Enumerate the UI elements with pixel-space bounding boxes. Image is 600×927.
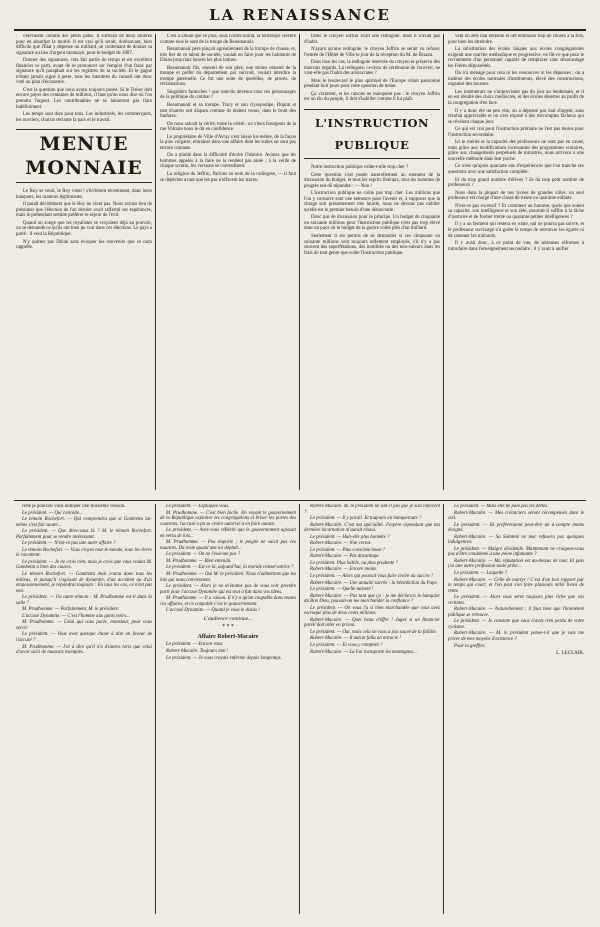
dialogue-line: L'accusé Dynamite. — Quand je vous le disais !	[166, 608, 260, 614]
dialogue-line: Le président. — Je constate que vous n'avez rien perdu de votre cynisme.	[448, 619, 584, 630]
paragraph: La religion du Jeffrin, Parlons au nom de la rodingote, — il faut se dépêcher avant que les pas n'effacent les traces.	[160, 172, 296, 183]
column-divider	[299, 504, 300, 914]
dialogue-line: Robert-Macaire. — La Foi transporte les montagnes...	[310, 649, 417, 655]
paragraph: Quand on songe que les royalistes se croyaient déjà au pouvoir, on se demande ce qu'ils ont bien pu voir dans ces élections. Le pays a parlé : il veut la République.	[16, 220, 152, 238]
dialogue-line: Le président. — Un autre témoin : M. Prudhomme est-il dans la salle ?	[16, 595, 152, 606]
paragraph: Le propriétaire de Ville d'Avray s'est laissé lui-même, de la façon la plus vulgaire, entraîner dans une affaire dont les suites ne sont pas encore connues.	[160, 134, 296, 151]
paragraph: La substitution des écoles laïques aux écoles congréganistes exigeait une marche méthodique et progressive, ne fût-ce que pour le recrutement d'un personnel capable de remplacer sans désavantage les Frères dépossédés.	[448, 47, 584, 69]
dialogue-line: Robert-Macaire. — Il aurait fallu un miracle !	[310, 636, 401, 642]
dialogue-column-3	[304, 504, 440, 919]
dialogue-line: M. Prudhomme. — J'ai à dire qu'il n'a d'autres torts que celui d'avoir suivi de mauvais exemples.	[16, 644, 152, 656]
paragraph: Ce qui est vrai pour l'instruction primaire ne l'est pas moins pour l'instruction secondaire.	[448, 127, 584, 138]
dialogue-line: Le président. — Laquelle ?	[454, 571, 508, 577]
dialogue-line: Le président. — Je ne crois rien, mais je crois que vous voulez M. Gambetta à bien des causes.	[16, 559, 152, 571]
dialogue-line: Robert-Macaire. — Celle de martyr ! C'est d'un bon rapport par le temps qui court, et l'on peut s'en faire plusieurs mille livres de rente.	[448, 577, 584, 594]
dialogue-line: Le président. — Quelle naïveté !	[310, 587, 374, 593]
dialogue-line: Le témoin Rochefort. — Gambetta était connu dans tous les milieux, et puisqu'il s'agissait de dynamite, d'un accident ou d'un empoisonnement, je répondrai toujours : En tous les cas, ce n'est pas moi.	[16, 572, 152, 594]
paragraph: Ici le mérite et la capacité des professeurs ne sont pas en cause, mais grâce aux modifications incessantes des programmes scolaires, grâce aux changements perpétuels de ministres, nous arrivons à une nouvelle méthode dans leur poche.	[448, 140, 584, 162]
dialogue-line: M. Prudhomme. — Oui M. le président. Nous n'admettons que les lois qui nous conviennent.	[160, 572, 296, 583]
paragraph: Il y a un ferment qui restera en route, qui ne pourra pas suivre, et le professeur surchargé n'a guère le temps de retrouver les égarés ni de ramener les traînards.	[448, 222, 584, 239]
paragraph: Beaumanoir père pinçait agréablement de la trompe de chasse, et, très fier de ce talent de société, voulait en faire jouir les habitants de Dinan jusqu'aux heures les plus indues.	[160, 47, 296, 64]
paragraph: Nous dans la plupart de nos lycées de grandes villes, un seul professeur est chargé d'une classe de trente ou quarante enfants.	[448, 190, 584, 202]
column-divider	[155, 34, 156, 490]
dialogue-column-2	[160, 504, 296, 919]
audience-continues-heading: L'audience continue...	[203, 615, 253, 622]
column-divider	[443, 34, 444, 490]
paragraph: Les temps sont durs pour tous. Les industriels, les commerçants, les ouvriers, chacun réclame la paix et le travail.	[16, 112, 152, 123]
dialogue-line: M. Prudhomme. — Parfaitement, M. le président.	[22, 607, 120, 613]
dialogue-line: Le président. — Alors je ne m'étonne pas de vous voir prendre parti pour l'accusé Dynamite qui est tout à fait dans vos idées.	[160, 584, 296, 595]
paragraph: Il y a donc été un peu vite, on a dépensé pas mal d'argent, sans résultat appréciable et on s'est exposé à des mécomptes fâcheux qui se révèlent chaque jour.	[448, 108, 584, 125]
column-3	[304, 34, 440, 494]
dialogue-line: Le président. — Et vous y comptiez ?	[310, 643, 383, 649]
dialogue-line: Robert-Macaire. — Pas davantage.	[310, 554, 380, 560]
separator-stars: * * *	[222, 624, 234, 631]
dialogue-line: Le président. — Je vous croyais enfermé depuis longtemps.	[166, 655, 282, 661]
dialogue-line: Le président. — Il y paraît. Et toujours en banqueroute ?	[310, 516, 422, 522]
menue-monnaie-heading: MENUE MONNAIE	[16, 129, 152, 183]
paragraph: Donc le citoyen Joffrin avait une redingote, mais il n'avait pas d'habit.	[304, 34, 440, 45]
dialogue-line: Le témoin Rochefort. — Vous croyez tout le monde, tous les livres le racontent.	[16, 547, 152, 559]
paragraph: Ça vraiment, et les raisons ne manquent pas : le citoyen Joffrin est un élu du peuple, il doit s'habiller comme il lui plaît.	[304, 91, 440, 103]
column-2	[160, 34, 296, 494]
dialogue-line: M. Prudhomme. — Il a raison. Il n'y a qu'un coupable dans toutes ces affaires, et ce coupable c'est le gouvernement.	[160, 596, 296, 607]
section-rule	[14, 500, 586, 501]
dialogue-line: Le président. — Encore vous.	[166, 642, 224, 648]
dialogue-line: Le président. Plus habile, ou plus prudente ?	[310, 560, 398, 566]
paragraph: Il y avait donc, à ce point de vue, de sérieuses réformes à introduire dans l'enseignement secondaire ; il y avait à unifier	[448, 241, 584, 252]
paragraph: N'ayant qu'une redingote, le citoyen Joffrin se serait vu refuser l'entrée de l'Hôtel de Ville le jour de la réception du M. de Brazza.	[304, 47, 440, 58]
paragraph: On a plaidé dans la difficulté d'écrire l'histoire. Avouez que les hommes appelés à la faire ne la rendent pas aisée ; à la veille de chaque scrutin, les versions se contredisent.	[160, 153, 296, 170]
dialogue-line: Le président. — Oui, mais cela ne vous a pas sauvé de la faillite.	[310, 629, 437, 635]
instruction-publique-heading: L'INSTRUCTION PUBLIQUE	[304, 109, 440, 159]
dialogue-line: Le président. — Alors qui pouvait vous faire croire au succès ?	[310, 574, 434, 580]
dialogue-line: Robert-Macaire. M. le président ne sait-il pas que je suis innocent ?	[304, 504, 440, 515]
paragraph: Il paraît décidément que le Roy ne vient pas. Nous avions lieu de présumer que l'élection de l'an dernier avait raffermi ses espérances, mais le prétendant semble préférer le séjour de l'exil.	[16, 202, 152, 219]
paragraph: On n'a ménagé pour cela ni les ressources ni les dépenses ; on a institué des écoles normales d'instituteurs, élevé des constructions, organisé des bourses.	[448, 71, 584, 88]
paragraph: C'est à Dinan que se joua, sous l'ordre moral, la burlesque célèbre comme tous le sont de la troupe de Beaumanoir.	[160, 34, 296, 45]
dialogue-line: Le président. — Ils préféreraient peut-être un à-compte moins éloigné.	[448, 522, 584, 534]
dialogue-line: Le témoin Rochefort. — Qui comprendra que si Gambetta lui-même s'est fait sauter...	[16, 517, 152, 528]
dialogue-column-1	[16, 504, 152, 919]
dialogue-line: Robert-Macaire. Toujours moi !	[166, 649, 229, 655]
dialogue-line: Le président. — Plus consciencieuse ?	[310, 547, 386, 553]
column-divider	[155, 504, 156, 914]
paragraph: Donc pas de discussion pour le principe. Un budget de cinquante ou soixante millions pour l'instruction publique n'est pas trop élevé dans un pays où le budget de la guerre coûte près d'un milliard.	[304, 215, 440, 232]
paragraph: Le Roy se venit, le Roy vient ! s'écrièrent récemment, dans leurs banquets, les orateurs légitimistes.	[16, 189, 152, 200]
column-1	[16, 34, 152, 494]
paragraph: vent un zèle mal entendu et ont embrassé trop de choses à la fois, pour bien les étreindre.	[448, 34, 584, 45]
paragraph: N'est-ce pas excessif ? Et comment un homme, quels que soient sa capacité, son intelligence et son zèle, pourrait-il suffire à la tâche d'instruire et de former trente ou quarante petites intelligences ?	[448, 203, 584, 220]
dialogue-line: Robert-Macaire. — Encore moins.	[310, 567, 378, 573]
paragraph: Beaumanoir fils, ennemi de son père, non moins ennemi de la trompe et préfet du département par surcroît, voulait interdire la trompe paternelle. Ce fut une suite de querelles, de procès, de réclamations.	[160, 65, 296, 88]
masthead-rule	[14, 29, 586, 31]
paragraph: L'instruction publique ne coûte pas trop cher. Les millions que l'on y consacre sont une semence pour l'avenir et, à supposer que la charge soit présentement très lourde, nous ne devons pas oublier qu'elle est le premier besoin d'une démocratie.	[304, 191, 440, 213]
dialogue-line: Le président. — N'est-ce pas une autre affaire ?	[22, 541, 116, 547]
dialogue-line: Le président. — On ne l'exécute pas ?	[166, 552, 241, 558]
dialogue-line: Le président. — Que dites-vous là ? M. le témoin Rochefort. Parfaitement pour se rendre intéressant.	[16, 529, 152, 540]
dialogue-column-4	[448, 504, 584, 919]
dialogue-line: Robert-Macaire. — Pas tant que ça : je me déclarais le banquier du Bon Dieu, pouvait-on me marchander la confiance ?	[304, 593, 440, 605]
dialogue-line: M. Prudhomme. — Bien entendu.	[166, 558, 232, 564]
paragraph: Notre instruction publique coûte-t-elle trop cher ?	[311, 165, 409, 171]
dialogue-line: M. Prudhomme. — Celui qui vous parle, monsieur, pour vous servir.	[16, 620, 152, 631]
dialogue-line: Robert-Macaire. — Sa Sainteté ne leur refusera pas quelques indulgences.	[448, 534, 584, 546]
dialogue-line: Le président. — Mais elle ne paie pas les dettes.	[454, 504, 549, 509]
paragraph: Mais le boulevard le plus spirituel de l'Europe s'était passionné pendant huit jours pour cette question de tenue.	[304, 78, 440, 90]
column-4	[448, 34, 584, 494]
dialogue-line: Robert-Macaire. — Une annuité sacrée : la bénédiction du Pape.	[310, 580, 438, 586]
paragraph: s'élevaient comme des petits pâtés. Il suffisait de deux timbres pour en absorber la moitié. Il est vrai qu'il serait, dorénavant, bien difficile que l'État y dépense un milliard, se contentant de donner sa signature au lieu d'argent monnayé, pour le budget de 1887.	[16, 34, 152, 56]
dialogue-line: Robert-Macaire. — Mes créanciers seront récompensés dans le ciel.	[448, 510, 584, 522]
dialogue-line: Le président. — Expliquez-vous.	[166, 504, 230, 509]
paragraph: Et du trop grand nombre d'élèves ? Et du trop petit nombre de professeurs ?	[448, 177, 584, 189]
affaire-heading: Affaire Robert-Macaire	[197, 633, 259, 640]
dialogue-line: M. Prudhomme. — Peu importe ; le peuple ne saisit pas ces nuances. Du reste quand une loi déplaît...	[160, 540, 296, 551]
paragraph: Cette question s'est posée naturellement au moment de la discussion du budget, et tous les esprits libéraux, tous les hommes de progrès ont dû répondre : — Non !	[304, 172, 440, 189]
dialogue-line: Robert-Macaire. — Ma réputation est au-dessus de tout. Et puis j'ai une autre profession toute prête...	[448, 558, 584, 570]
dialogue-line: Robert-Macaire. C'est ma spécialité. J'espère cependant que ma dernière incarnation m'aurait réussi.	[304, 522, 440, 534]
dialogue-line: Robert-Macaire. — M. le président pense-t-il que je vais me priver de mes moyens d'existence ?	[448, 631, 584, 643]
dialogue-line: Le président. — Avez-vous réfléchi que le gouvernement agissait en vertu de lois...	[160, 528, 296, 539]
dialogue-line: Robert-Macaire. — Naturellement ; il faut bien que l'honnêteté publique se retrouve.	[448, 607, 584, 618]
dialogue-line: Le président. — Malgré dividende. Maintenant ne craignez-vous pas d'être condamné à une peine infamante ?	[448, 546, 584, 558]
paragraph: C'est la question que nous avons toujours posée. Si le Trésor doit encore payer des centaines de millions, il faut qu'on nous dise où l'on prendra l'argent. Les contribuables ne se laisseront pas faire indéfiniment.	[16, 87, 152, 110]
masthead: LA RENAISSANCE	[209, 6, 391, 24]
paragraph: N'y quittez pas Dinan sans évoquer les souvenirs que ce nom rappelle.	[16, 239, 152, 251]
dialogue-line: Le président. — Alors vous serez toujours plus riche que vos victimes.	[448, 595, 584, 606]
paragraph: Donner des signatures, cela fait partie du temps et est excellent financier ce parti, avant de se prononcer sur l'emploi d'un franc par signature qu'il paraphait sur les registres de la société. Et le gagné n'étant jamais signé à perte, tous les membres du conseil ont donc voté un plan d'économie.	[16, 58, 152, 86]
dialogue-line: Le président. — Huit-elle plus honnête ?	[310, 534, 390, 540]
dialogue-line: Robert-Macaire. — Non certes.	[310, 541, 372, 547]
paragraph: On nous saluait la vérité, toute la vérité ; un vieux bourgeois de la rue Voltaire nous le dit en confidence.	[160, 121, 296, 133]
dialogue-line: Robert-Macaire. — Quel beau chiffre ! Jugez si un financier pareil doit aller en prison.	[304, 617, 440, 629]
dialogue-line: Pour la greffier.	[454, 643, 486, 649]
column-divider	[443, 504, 444, 914]
paragraph: Dans tous les cas, la redingote réservée du citoyen le préserva des mauvais regards. La redingote, ce-tissu de cérémonie de l'ouvrier, ne vaut-elle pas l'habit des aristocrates ?	[304, 60, 440, 77]
paragraph: Ce n'est qu'après quarante ans d'expériences que l'on tranche ces questions avec une satisfaction complète.	[448, 164, 584, 176]
paragraph: Seulement il est permis de se demander si ces cinquante ou soixante millions sont toujours utilement employés, s'il n'y a pas souvent des superfétations, des inutilités ou des non-valeurs dans les frais de tout genre que coûte l'instruction publique.	[304, 234, 440, 256]
dialogue-line: Le président. — On vous l'a si bien marchandée que vous avez escroqué plus de deux cents millions.	[304, 605, 440, 617]
column-divider	[299, 34, 300, 490]
dialogue-line: M. Prudhomme. — C'est bien facile. En voyant le gouvernement de la République exploiter les congrégations et briser les portes des couvents, l'accusé a pu se croire autorisé à en faire autant.	[160, 510, 296, 527]
dialogue-line: Le président. — Vous avez quelque chose à dire en faveur de l'accusé ?	[16, 632, 152, 644]
dialogue-line: Le président. — Qui concède...	[22, 510, 83, 516]
dialogue-line: rerle je pourrais vous indiquer une troisième version.	[22, 504, 126, 509]
dialogue-line: Le président. — Est-ce là, aujourd'hui, la morale conservatrice ?	[166, 565, 294, 571]
author-signature: L. LECLAIR.	[556, 651, 584, 657]
paragraph: Beaumanoir et sa trompe, Tracy et son clysopompe, Duprat et tant d'autres ont disparu comme ils étaient venus, dans le bruit des fanfares.	[160, 103, 296, 120]
paragraph: Singuliers fantoches ! que sont-ils devenus tous ces personnages de la politique du combat ?	[160, 89, 296, 101]
paragraph: Les instituteurs ne s'improvisent pas du jour au lendemain, et il en est résulté des choix médiocres, et des écoles désertes au profit de la congrégation d'en face.	[448, 89, 584, 107]
dialogue-line: L'accusé Dynamite. — C'est l'homme aux gants noirs...	[22, 613, 130, 619]
